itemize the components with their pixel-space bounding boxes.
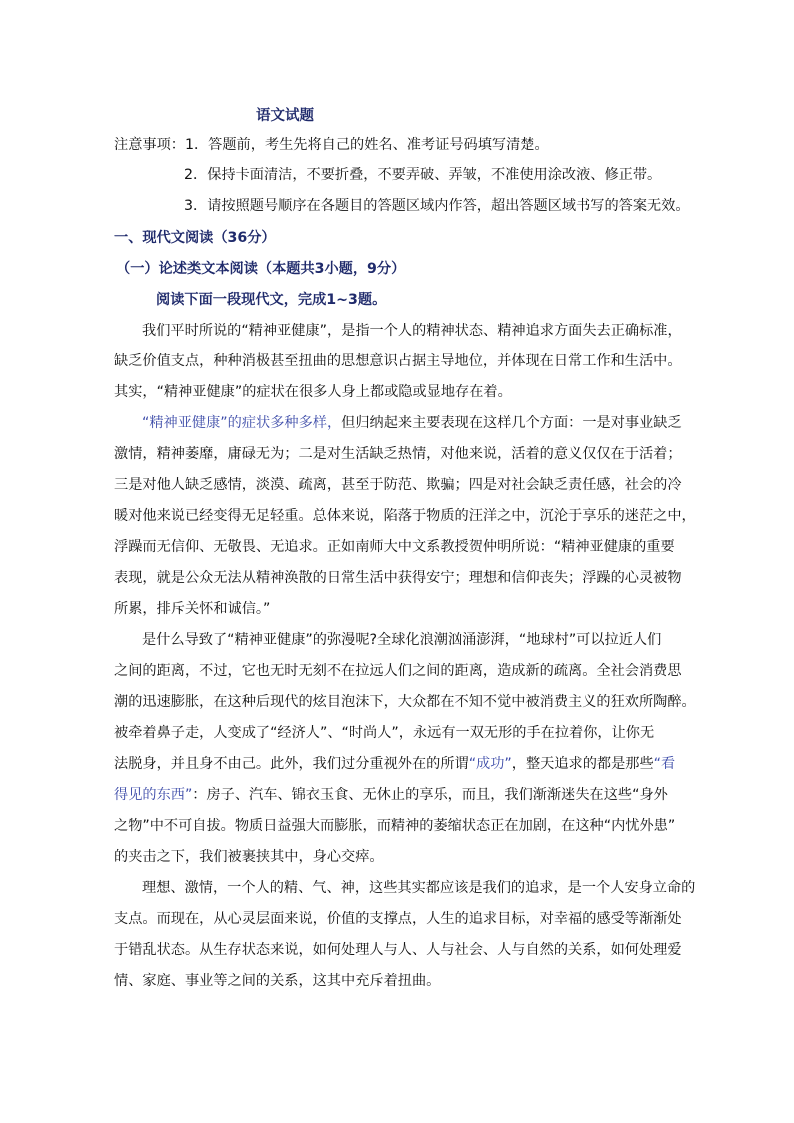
paragraph-line: 三是对他人缺乏感情，淡漠、疏离，甚至于防范、欺骗；四是对社会缺乏责任感，社会的冷 — [114, 477, 682, 493]
paragraph-line: 浮躁而无信仰、无敬畏、无追求。正如南师大中文系教授贺仲明所说：“精神亚健康的重要 — [114, 539, 675, 555]
note-1: 注意事项：1．答题前，考生先将自己的姓名、准考证号码填写清楚。 — [114, 137, 549, 153]
paragraph-line: 于错乱状态。从生存状态来说，如何处理人与人、人与社会、人与自然的关系，如何处理爱 — [114, 942, 682, 958]
paragraph-text: 但归纳起来主要表现在这样几个方面：一是对事业缺乏 — [341, 415, 682, 431]
paragraph-line: 表现，就是公众无法从精神涣散的日常生活中获得安宁；理想和信仰丧失；浮躁的心灵被物 — [114, 570, 682, 586]
subsection-heading: （一）论述类文本阅读（本题共3小题，9分） — [116, 261, 406, 277]
paragraph-text: 法脱身，并且身不由己。此外，我们过分重视外在的所谓 — [114, 756, 469, 772]
paragraph-line: 的夹击之下，我们被裹挟其中，身心交瘁。 — [114, 849, 384, 865]
paragraph-text: ：房子、汽车、锦衣玉食、无休止的享乐，而且，我们渐渐迷失在这些“身外 — [192, 787, 668, 803]
paragraph-line: 理想、激情，一个人的精、气、神，这些其实都应该是我们的追求，是一个人安身立命的 — [142, 880, 696, 896]
paragraph-line: 被牵着鼻子走，人变成了“经济人”、“时尚人”，永远有一双无形的手在拉着你，让你无 — [114, 725, 655, 741]
paragraph-line — [142, 414, 682, 432]
note-3: 3．请按照题号顺序在各题目的答题区域内作答，超出答题区域书写的答案无效。 — [184, 198, 690, 214]
paragraph-line: 是什么导致了“精神亚健康”的弥漫呢?全球化浪潮汹涌澎湃，“地球村”可以拉近人们 — [142, 632, 662, 648]
paragraph-line — [114, 755, 675, 773]
paragraph-line: 所累，排斥关怀和诚信。” — [114, 601, 271, 617]
reading-instruction: 阅读下面一段现代文，完成1~3题。 — [156, 292, 387, 308]
paragraph-line: 暖对他来说已经变得无足轻重。总体来说，陷落于物质的汪洋之中，沉沦于享乐的迷茫之中， — [114, 508, 696, 524]
paragraph-line — [114, 786, 668, 804]
paragraph-line: 我们平时所说的“精神亚健康”，是指一个人的精神状态、精神追求方面失去正确标准， — [142, 323, 682, 339]
paragraph-line: 潮的迅速膨胀，在这种后现代的炫目泡沫下，大众都在不知不觉中被消费主义的狂欢所陶醉。 — [114, 694, 696, 710]
highlighted-phrase: “看 — [653, 756, 676, 772]
highlighted-phrase: 得见的东西” — [114, 787, 193, 803]
paragraph-line: 之物”中不可自拔。物质日益强大而膨胀，而精神的萎缩状态正在加剧，在这种“内忧外患” — [114, 818, 676, 834]
paragraph-line: 之间的距离，不过，它也无时无刻不在拉远人们之间的距离，造成新的疏离。全社会消费思 — [114, 663, 682, 679]
paragraph-line: 其实，“精神亚健康”的症状在很多人身上都或隐或显地存在着。 — [114, 384, 512, 400]
highlighted-phrase: “成功” — [468, 756, 512, 772]
paragraph-line: 情、家庭、事业等之间的关系，这其中充斥着扭曲。 — [114, 973, 441, 989]
paragraph-text: ，整天追求的都是那些 — [511, 756, 654, 772]
page-title: 语文试题 — [256, 108, 314, 124]
note-2: 2．保持卡面清洁，不要折叠，不要弄破、弄皱，不准使用涂改液、修正带。 — [184, 167, 662, 183]
section-heading: 一、现代文阅读（36分） — [114, 230, 276, 246]
highlighted-phrase: “精神亚健康”的症状多种多样， — [142, 415, 342, 431]
paragraph-line: 支点。而现在，从心灵层面来说，价值的支撑点，人生的追求目标，对幸福的感受等渐渐处 — [114, 911, 682, 927]
paragraph-line: 激情，精神萎靡，庸碌无为；二是对生活缺乏热情，对他来说，活着的意义仅仅在于活着； — [114, 446, 682, 462]
paragraph-line: 缺乏价值支点，种种消极甚至扭曲的思想意识占据主导地位，并体现在日常工作和生活中。 — [114, 353, 682, 369]
